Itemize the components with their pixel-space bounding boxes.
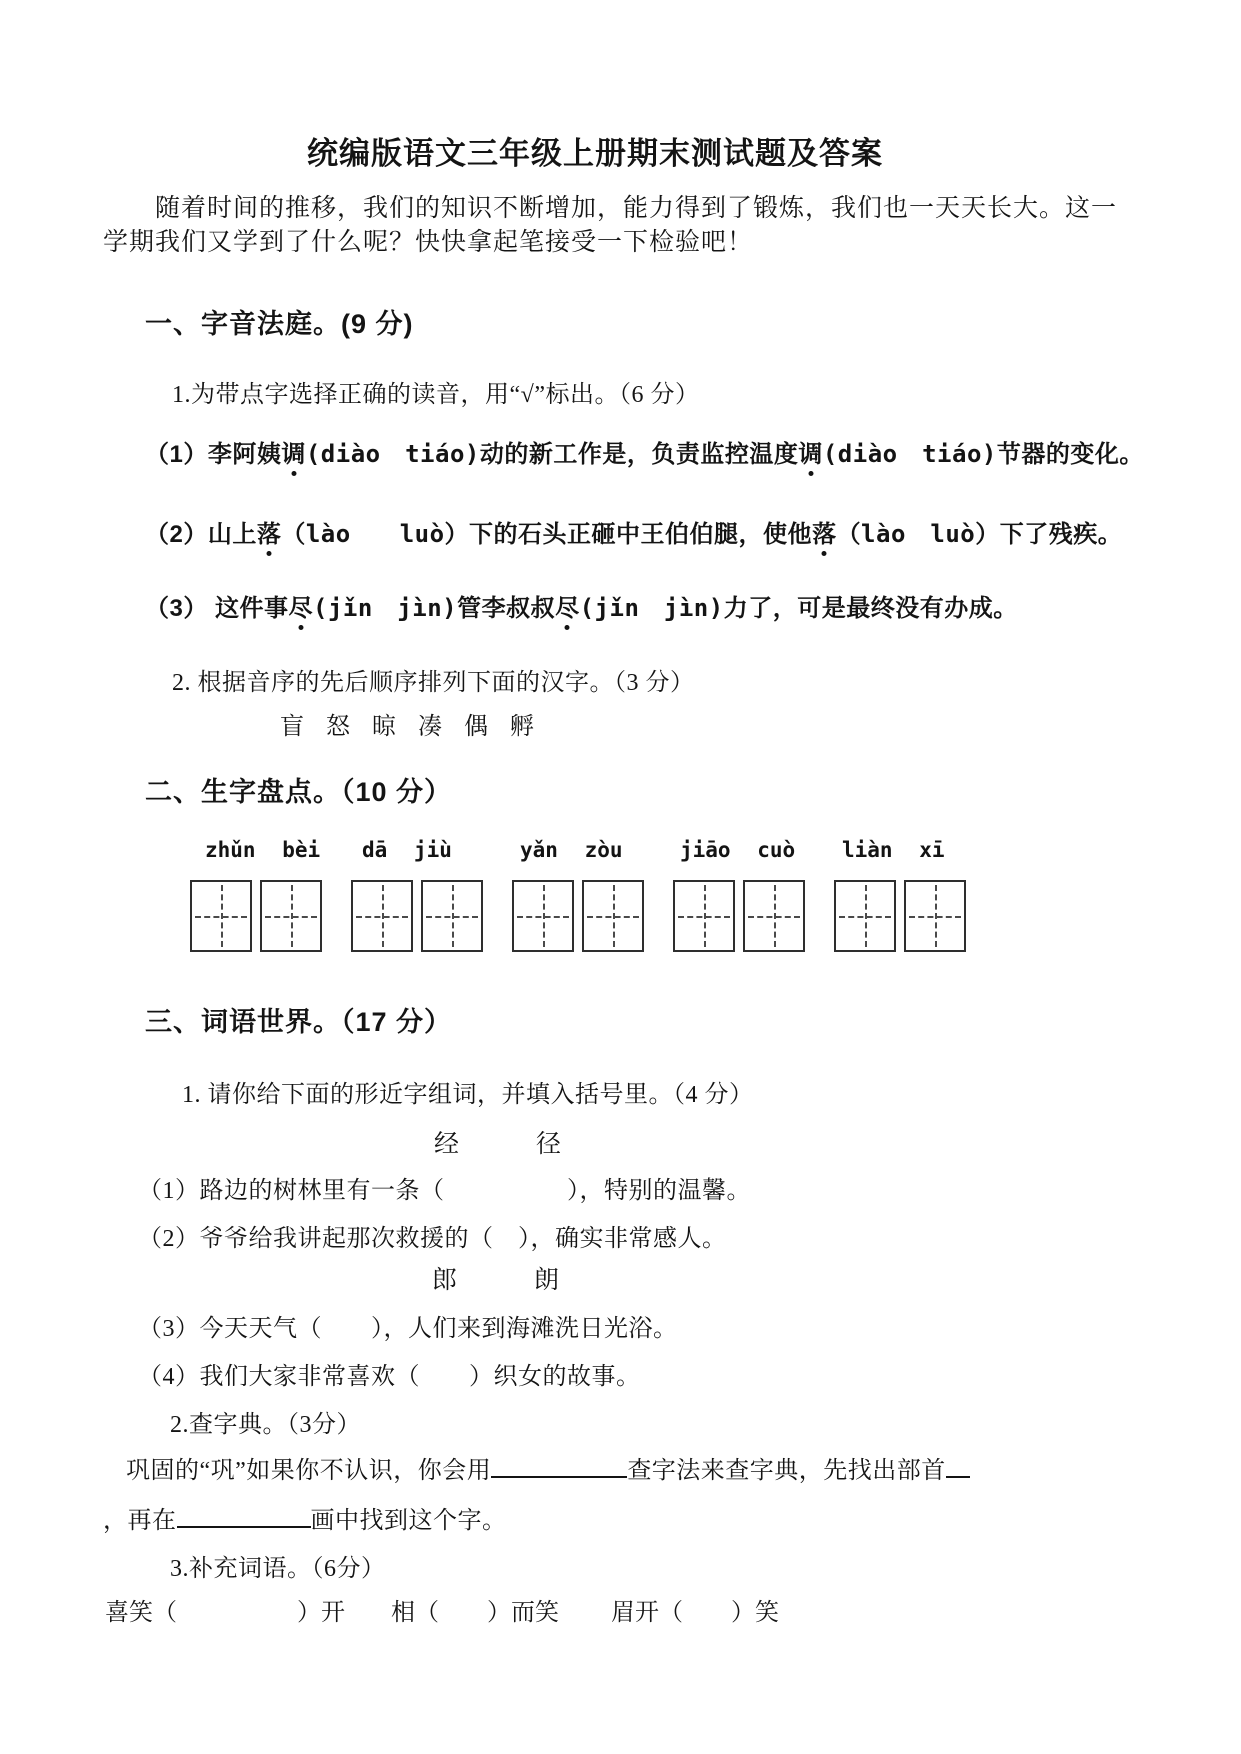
- text-segment: (jǐn jìn)管李叔叔: [313, 594, 556, 622]
- tianzige-cell: [673, 880, 735, 952]
- answer-blank: [946, 1453, 970, 1478]
- intro-line-1: 随着时间的推移，我们的知识不断增加，能力得到了锻炼，我们也一天天长大。这一: [155, 195, 1118, 222]
- answer-blank: [491, 1453, 627, 1478]
- section1-character-list: 盲 怒 晾 凑 偶 孵: [280, 714, 542, 740]
- dotted-character: 落: [257, 514, 282, 549]
- tianzige-cell: [421, 880, 483, 952]
- section3-dictionary-line2: [103, 1500, 507, 1535]
- text-segment: （2）山上: [145, 521, 257, 548]
- tianzige-cell: [351, 880, 413, 952]
- text-segment: ，再在: [103, 1508, 177, 1534]
- tianzige-cell: [743, 880, 805, 952]
- tianzige-pair: [190, 880, 322, 952]
- tianzige-cell: [512, 880, 574, 952]
- tianzige-pair: [512, 880, 644, 952]
- page-title: 统编版语文三年级上册期末测试题及答案: [307, 136, 883, 171]
- idiom-group: 眉开（ ）笑: [611, 1600, 779, 1626]
- dotted-character: 落: [812, 514, 837, 549]
- section3-heading: 三、词语世界。（17 分）: [145, 1007, 453, 1037]
- pinyin-group: yǎn zòu: [520, 838, 623, 862]
- text-segment: （3） 这件事: [145, 595, 289, 622]
- dotted-character: 尽: [555, 588, 580, 623]
- tianzige-grid-row: [0, 880, 1241, 956]
- section3-sentence4: （4）我们大家非常喜欢（ ）织女的故事。: [138, 1364, 641, 1390]
- section3-sentence2: （2）爷爷给我讲起那次救援的（ ），确实非常感人。: [138, 1226, 727, 1252]
- section3-item1: 1. 请你给下面的形近字组词，并填入括号里。（4 分）: [182, 1082, 754, 1108]
- text-segment: （lào luò）下的石头正砸中王伯伯腿，使他: [281, 520, 813, 548]
- text-segment: 画中找到这个字。: [310, 1508, 507, 1534]
- idiom-group: 相（ ）而笑: [391, 1600, 559, 1626]
- section3-item3: 3.补充词语。（6分）: [170, 1556, 386, 1582]
- tianzige-cell: [582, 880, 644, 952]
- tianzige-cell: [834, 880, 896, 952]
- section2-heading: 二、生字盘点。（10 分）: [145, 777, 453, 807]
- tianzige-pair: [834, 880, 966, 952]
- pinyin-group: jiāo cuò: [680, 838, 796, 862]
- section3-sentence1: （1）路边的树林里有一条（ ），特别的温馨。: [138, 1178, 751, 1204]
- tianzige-cell: [260, 880, 322, 952]
- dotted-character: 尽: [289, 588, 314, 623]
- text-segment: (jǐn jìn)力了，可是最终没有办成。: [579, 594, 1018, 622]
- section3-char-pair-lang: 郎 朗: [432, 1267, 560, 1294]
- pinyin-group: dā jiù: [362, 838, 452, 862]
- section1-sentence3: [145, 588, 1018, 623]
- text-segment: (diào tiáo)节器的变化。: [822, 440, 1144, 468]
- text-segment: 查字法来查字典，先找出部首: [627, 1458, 946, 1484]
- text-segment: 巩固的“巩”如果你不认识，你会用: [126, 1458, 492, 1484]
- section1-sentence1: [145, 434, 1144, 469]
- section3-item2: 2.查字典。（3分）: [170, 1412, 361, 1438]
- section3-sentence3: （3）今天天气（ ），人们来到海滩洗日光浴。: [138, 1316, 678, 1342]
- pinyin-group: zhǔn bèi: [205, 838, 321, 862]
- section1-heading: 一、字音法庭。(9 分): [145, 309, 414, 339]
- text-segment: （lào luò）下了残疾。: [836, 520, 1123, 548]
- intro-line-2: 学期我们又学到了什么呢？快快拿起笔接受一下检验吧！: [103, 229, 754, 256]
- dotted-character: 调: [281, 434, 306, 469]
- idiom-group: 喜笑（ ）开: [105, 1600, 345, 1626]
- idiom-fill-row: [0, 1592, 1241, 1624]
- dotted-character: 调: [798, 434, 823, 469]
- pinyin-row: [0, 838, 1241, 864]
- section3-char-pair-jing: 经 径: [434, 1131, 562, 1158]
- text-segment: (diào tiáo)动的新工作是，负责监控温度: [305, 440, 799, 468]
- pinyin-group: liàn xī: [842, 838, 945, 862]
- section1-sentence2: [145, 514, 1122, 549]
- tianzige-pair: [673, 880, 805, 952]
- section1-item2: 2. 根据音序的先后顺序排列下面的汉字。（3 分）: [172, 670, 695, 696]
- text-segment: （1）李阿姨: [145, 441, 282, 468]
- tianzige-cell: [904, 880, 966, 952]
- tianzige-pair: [351, 880, 483, 952]
- tianzige-cell: [190, 880, 252, 952]
- section1-item1: 1.为带点字选择正确的读音，用“√”标出。（6 分）: [172, 382, 700, 408]
- section3-dictionary-line1: [126, 1450, 970, 1485]
- answer-blank: [177, 1503, 311, 1528]
